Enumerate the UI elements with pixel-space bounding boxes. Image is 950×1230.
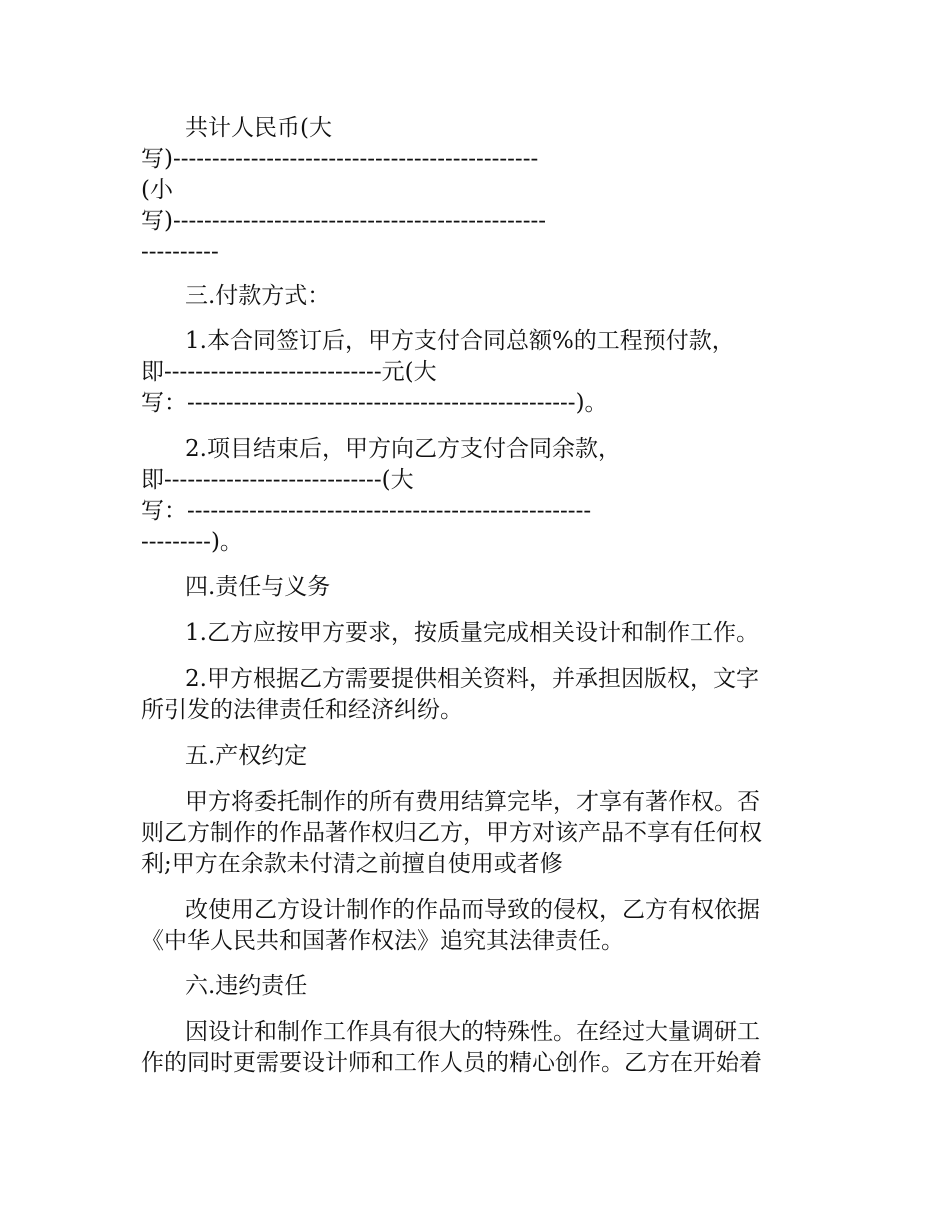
breach-p1-line-2: 作的同时更需要设计师和工作人员的精心创作。乙方在开始着 <box>141 1050 762 1076</box>
payment-item-1-line-2: 即----------------------------元(大 <box>141 359 437 385</box>
breach-heading: 六.违约责任 <box>185 973 308 999</box>
total-line-5: ---------- <box>141 239 219 265</box>
payment-item-1-line-1: 1.本合同签订后，甲方支付合同总额%的工程预付款， <box>185 328 735 354</box>
total-line-4: 写)------------------------------------------------ <box>141 208 547 234</box>
payment-item-1-line-3: 写：--------------------------------------------------)。 <box>141 390 608 416</box>
property-p1-line-3: 利;甲方在余款未付清之前擅自使用或者修 <box>141 851 563 877</box>
duties-item-2-line-1: 2.甲方根据乙方需要提供相关资料，并承担因版权，文字 <box>185 666 759 692</box>
payment-item-2-line-4: ---------)。 <box>141 529 243 555</box>
duties-heading: 四.责任与义务 <box>185 574 331 600</box>
duties-item-1-line-1: 1.乙方应按甲方要求，按质量完成相关设计和制作工作。 <box>185 620 759 646</box>
breach-p1-line-1: 因设计和制作工作具有很大的特殊性。在经过大量调研工 <box>185 1019 760 1045</box>
total-line-2: 写)----------------------------------------------- <box>141 146 539 172</box>
payment-item-2-line-1: 2.项目结束后，甲方向乙方支付合同余款， <box>185 436 621 462</box>
property-p1-line-2: 则乙方制作的作品著作权归乙方，甲方对该产品不享有任何权 <box>141 820 762 846</box>
property-p1-line-1: 甲方将委托制作的所有费用结算完毕，才享有著作权。否 <box>185 789 760 815</box>
payment-item-2-line-3: 写：---------------------------------------------------- <box>141 498 592 524</box>
payment-heading: 三.付款方式： <box>185 283 331 309</box>
property-p2-line-2: 《中华人民共和国著作权法》追究其法律责任。 <box>141 928 624 954</box>
total-line-3: (小 <box>141 177 173 203</box>
payment-item-2-line-2: 即----------------------------(大 <box>141 467 414 493</box>
total-line-1: 共计人民币(大 <box>185 115 332 141</box>
duties-item-2-line-2: 所引发的法律责任和经济纠纷。 <box>141 697 463 723</box>
property-heading: 五.产权约定 <box>185 743 308 769</box>
property-p2-line-1: 改使用乙方设计制作的作品而导致的侵权，乙方有权依据 <box>185 897 760 923</box>
